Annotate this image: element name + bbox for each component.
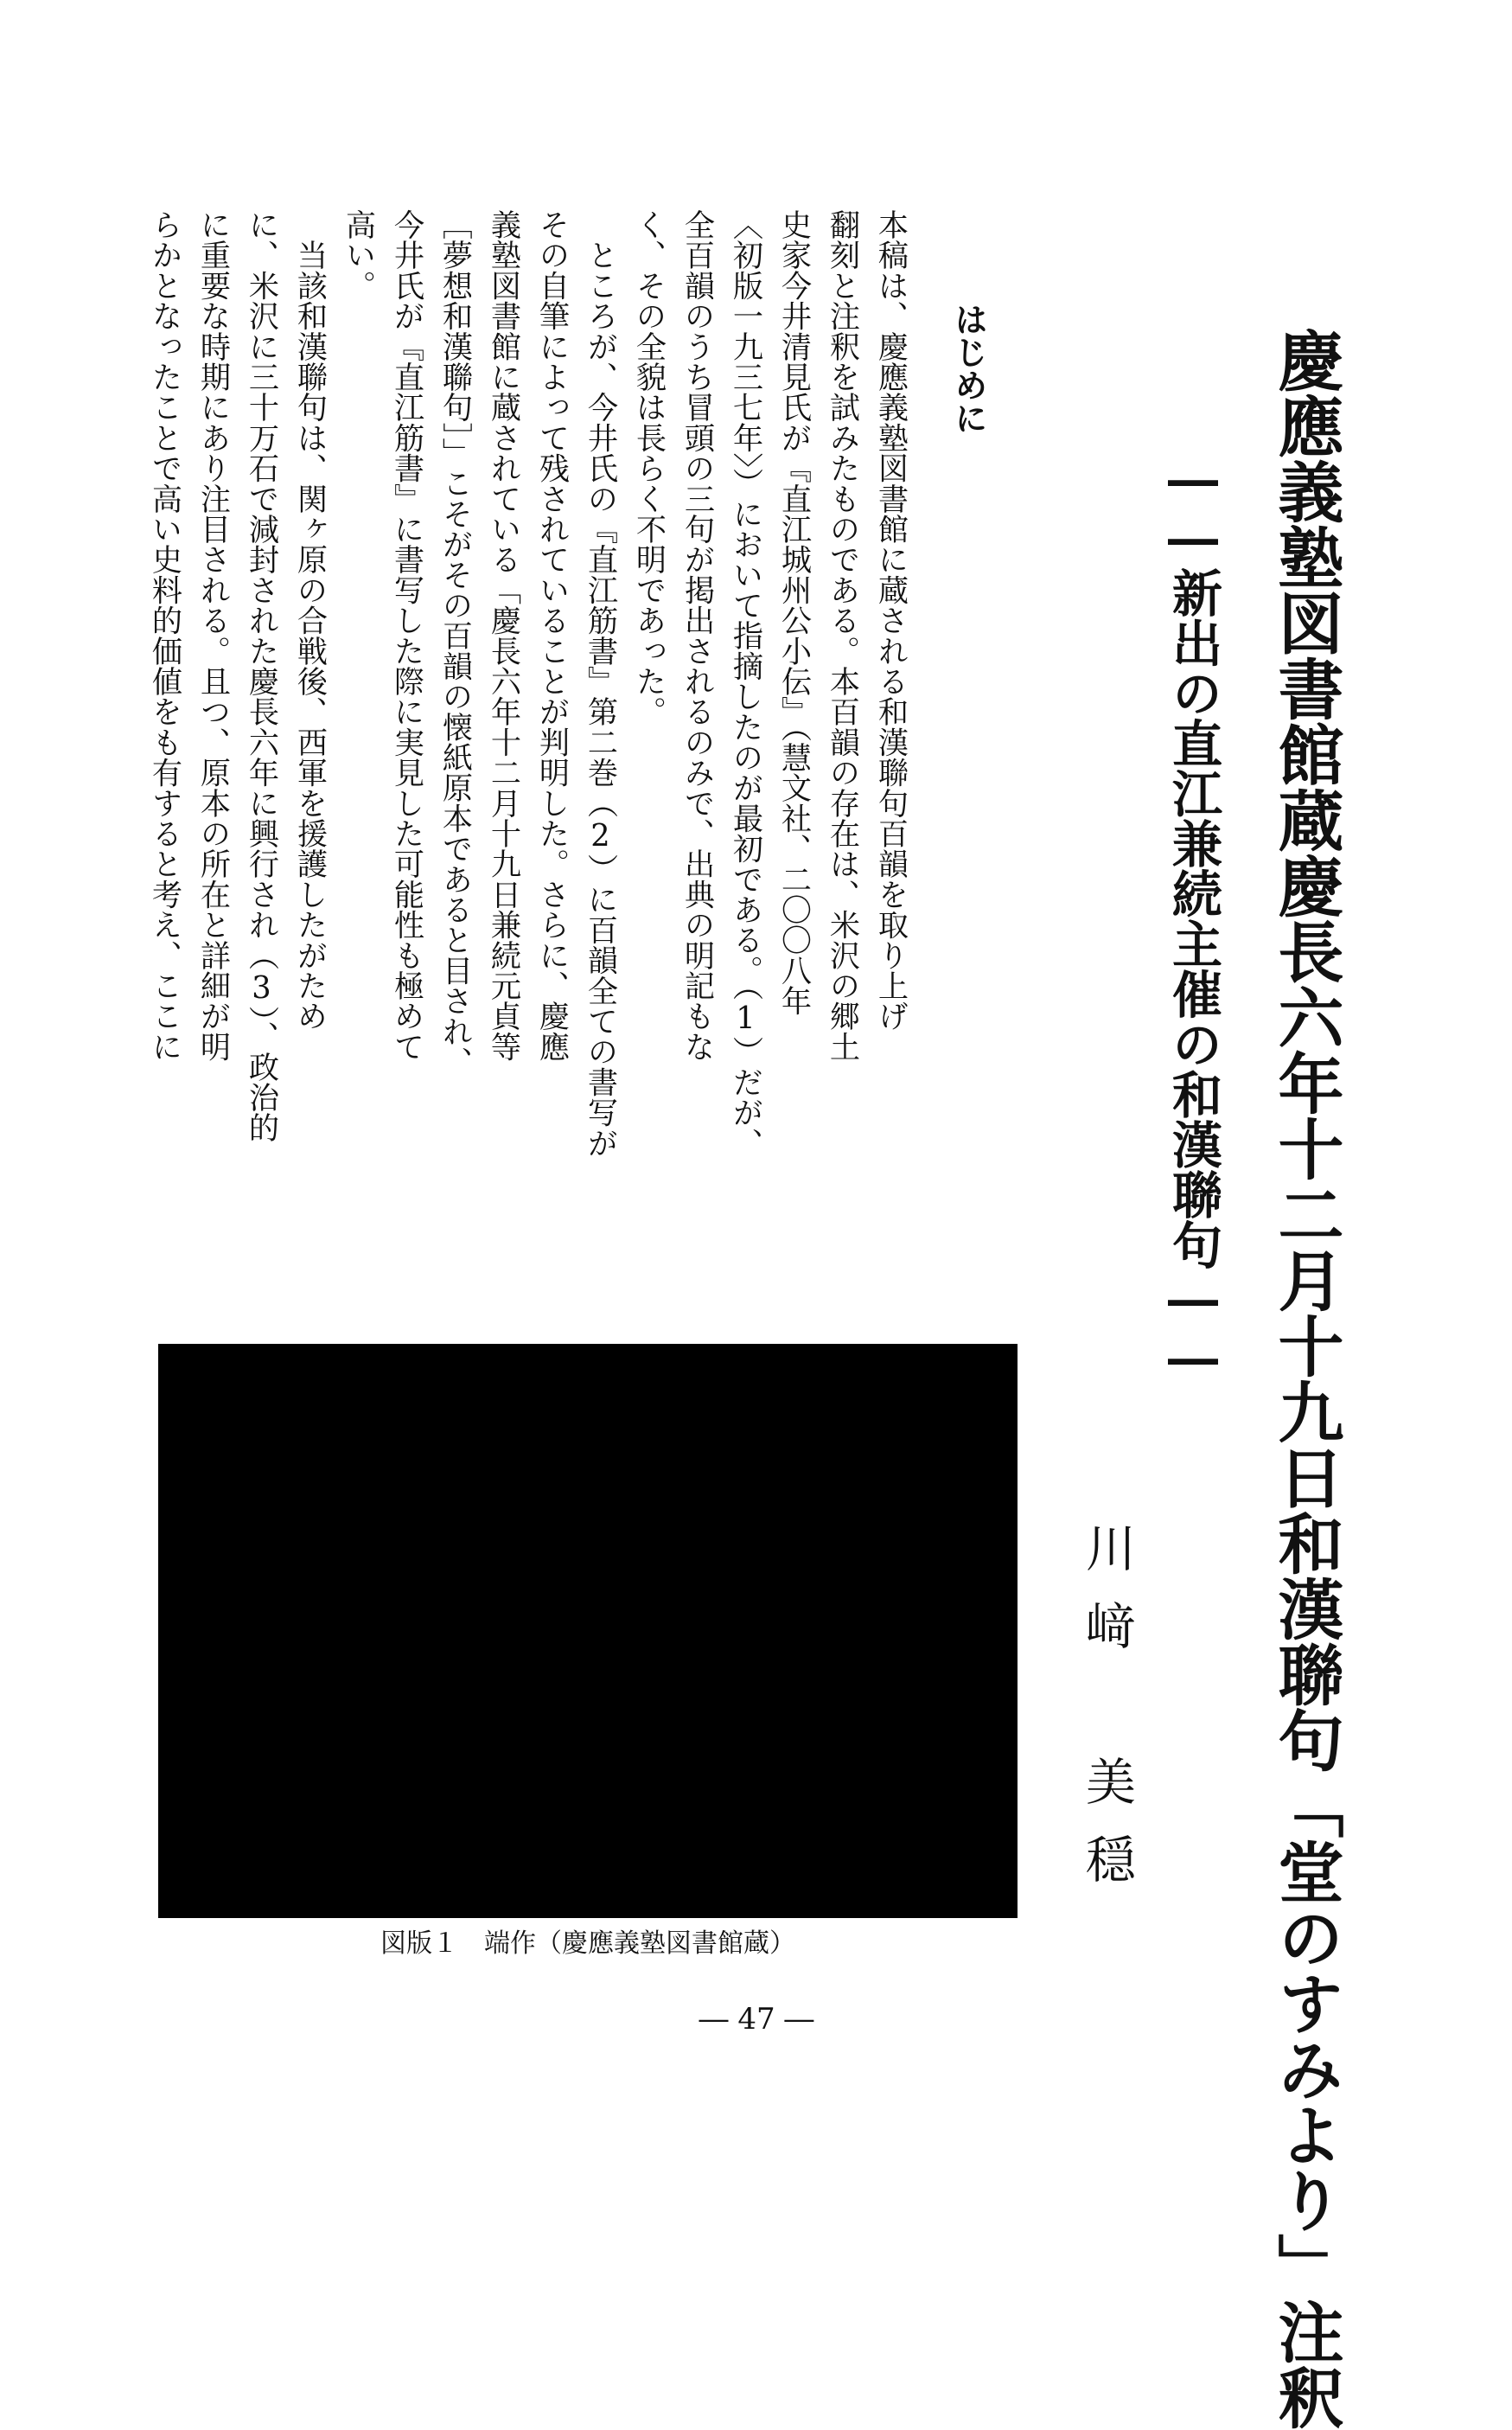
figure-caption: 図版１ 端作（慶應義塾図書館蔵）	[380, 1928, 795, 1959]
article-subtitle: ――新出の直江兼続主催の和漢聯句――	[1164, 450, 1222, 1387]
author-name: 川﨑 美穏	[1077, 1522, 1136, 1911]
body-line: 翻刻と注釈を試みたものである。本百韻の存在は、米沢の郷土	[825, 209, 860, 1062]
body-line: に、米沢に三十万石で減封された慶長六年に興行され（3）、政治的	[244, 209, 279, 1143]
body-line: く、その全貌は長らく不明であった。	[631, 209, 667, 727]
body-line: らかとなったことで高い史料的価値をも有すると考え、ここに	[147, 209, 182, 1062]
body-line: ［夢想和漢聯句］」こそがその百韻の懐紙原本であると目され、	[437, 209, 473, 1078]
body-line: 全百韻のうち冒頭の三句が掲出されるのみで、出典の明記もな	[679, 209, 715, 1062]
body-line: 高い。	[341, 209, 376, 301]
section-heading: はじめに	[949, 303, 987, 434]
article-title: 慶應義塾図書館蔵慶長六年十二月十九日和漢聯句「堂のすみより」注釈	[1267, 327, 1344, 2430]
figure-image	[158, 1344, 1018, 1918]
body-line: その自筆によって残されていることが判明した。さらに、慶應	[534, 209, 570, 1062]
page-number: ― 47 ―	[699, 2002, 814, 2037]
body-line: 当該和漢聯句は、関ヶ原の合戦後、西軍を援護したがため	[292, 209, 328, 1032]
body-text	[147, 209, 915, 1158]
body-line: 義塾図書館に蔵されている「慶長六年十二月十九日兼続元貞等	[486, 209, 521, 1062]
body-line: 〈初版一九三七年〉）において指摘したのが最初である。（1）だが、	[728, 209, 763, 1158]
body-line: ところが、今井氏の『直江筋書』第二巻（2）に百韻全ての書写が	[583, 209, 618, 1158]
body-line: 史家今井清見氏が『直江城州公小伝』（慧文社、二〇〇八年	[776, 209, 812, 1016]
body-line: 本稿は、慶應義塾図書館に蔵される和漢聯句百韻を取り上げ	[873, 209, 909, 1032]
body-line: に重要な時期にあり注目される。且つ、原本の所在と詳細が明	[195, 209, 231, 1062]
body-line: 今井氏が『直江筋書』に書写した際に実見した可能性も極めて	[389, 209, 424, 1062]
